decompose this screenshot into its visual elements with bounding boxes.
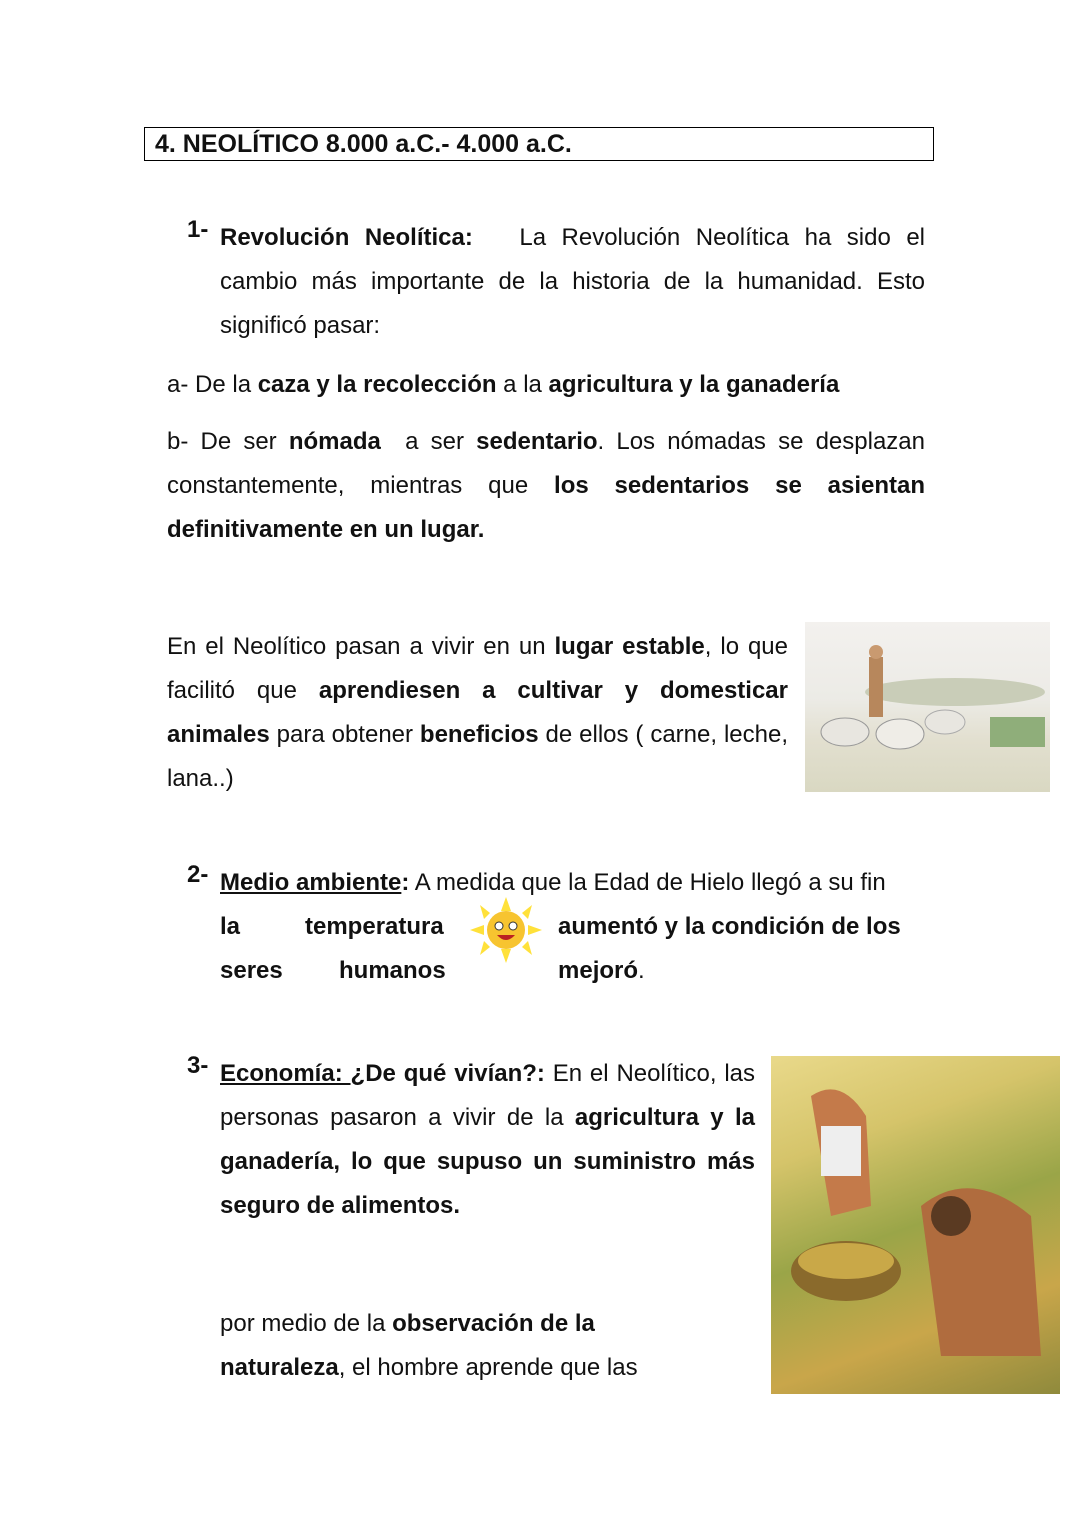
revolution-heading: Revolución Neolítica: [220, 224, 473, 251]
text: por medio de la [220, 1310, 393, 1337]
text: a ser [380, 428, 477, 455]
text: para obtener [269, 721, 420, 748]
word: mejoró [558, 957, 639, 984]
dot: . [638, 957, 645, 984]
section-title: 4. NEOLÍTICO 8.000 a.C.- 4.000 a.C. [155, 130, 572, 158]
text: de ellos ( carne, leche, lana..) [167, 721, 788, 792]
point-b [167, 420, 925, 552]
point-a [167, 371, 839, 399]
word: temperatura [305, 913, 444, 940]
bold-text: aprendiesen a cultivar y domesticar animales [167, 677, 788, 748]
bold-text: nómada [288, 428, 381, 455]
bold-text: beneficios [419, 721, 539, 748]
bold-text: observación de la naturaleza [220, 1310, 595, 1381]
bold-text: caza y la recolección [257, 371, 497, 398]
section-title-box [144, 127, 934, 161]
colon: : [401, 869, 410, 896]
word: aumentó y la condición de los [558, 913, 901, 940]
text: , lo que facilitó que [167, 633, 788, 704]
neolithic-paragraph [167, 625, 788, 801]
shepherd-illustration [805, 622, 1050, 792]
bold-text: agricultura y la ganadería [548, 371, 840, 398]
text: A medida que la Edad de Hielo llegó a su fin [409, 869, 886, 896]
text: En el Neolítico, las personas pasaron a vivir de la [220, 1060, 755, 1131]
word-group [558, 949, 645, 993]
harvest-image [771, 1056, 1060, 1394]
environment-line-1 [220, 861, 886, 905]
economy-heading: Economía: [220, 1060, 351, 1087]
bold-text: sedentario [476, 428, 598, 455]
word: seres [220, 957, 283, 984]
bold-text: lugar estable [554, 633, 705, 660]
bold-text: los sedentarios se asientan definitivamente en un lugar. [167, 472, 925, 543]
text: En el Neolítico pasan a vivir en un [167, 633, 555, 660]
shepherd-sheep-image [805, 622, 1050, 792]
item-number-2: 2- [187, 861, 209, 888]
item-number-1: 1- [187, 216, 209, 243]
economy-question: ¿De qué vivían?: [350, 1060, 545, 1087]
word: la [220, 913, 241, 940]
economy-paragraph [220, 1052, 755, 1228]
observation-paragraph [220, 1302, 640, 1390]
text: a- De la [167, 371, 258, 398]
bold-text: agricultura y la ganadería, lo que supuso un suministro más seguro de alimentos. [220, 1104, 755, 1219]
environment-heading: Medio ambiente [220, 869, 402, 896]
harvest-illustration [771, 1056, 1060, 1394]
sun-icon [468, 897, 544, 963]
revolution-text: La Revolución Neolítica ha sido el cambio más importante de la historia de la humanidad. Esto significó pasar: [220, 224, 925, 339]
text: a la [496, 371, 549, 398]
text: b- De ser [167, 428, 289, 455]
revolution-paragraph [220, 216, 925, 348]
item-number-3: 3- [187, 1052, 209, 1079]
word: humanos [339, 957, 446, 984]
text: , el hombre aprende que las [338, 1354, 638, 1381]
text: . Los nómadas se desplazan constantemente, mientras que [167, 428, 926, 499]
